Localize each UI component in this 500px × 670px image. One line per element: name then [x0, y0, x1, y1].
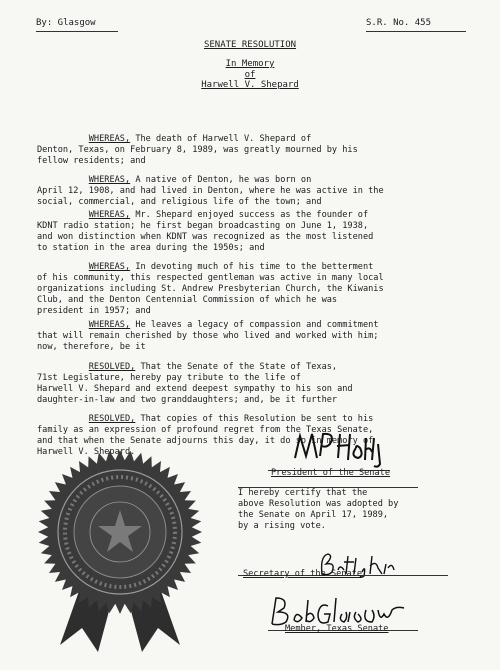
- paragraph-first-line: Mr. Shepard enjoyed success as the founder of: [130, 210, 369, 220]
- member-label: Member, Texas Senate: [285, 624, 389, 634]
- paragraph-first-line: He leaves a legacy of compassion and commitment: [130, 320, 379, 330]
- header-rule-right: [366, 31, 466, 32]
- paragraph-body: family as an expression of profound regret from the Texas Senate, and that when the Senate adjourns this day, it do so in memory of Harwell V. Shepard.: [37, 425, 374, 457]
- paragraph-lead: WHEREAS,: [88, 320, 131, 330]
- president-label: President of the Senate: [271, 468, 390, 478]
- resolution-number: S.R. No. 455: [366, 18, 432, 28]
- paragraph-body: of his community, this respected gentleman was active in many local organizations including St. Andrew Presbyterian Church, the Kiwanis Club, and the Denton Centennial Commission of which he was president in 1957; and: [37, 273, 384, 316]
- paragraph-first-line: A native of Denton, he was born on: [130, 175, 312, 185]
- secretary-label: Secretary of the Senate: [243, 569, 362, 579]
- paragraph-body: KDNT radio station; he first began broadcasting on June 1, 1938, and won distinction when KDNT was recognized as the most listened to station in the area during the 1950s; and: [37, 221, 374, 253]
- memorial-heading: [0, 59, 500, 91]
- paragraph-first-line: That copies of this Resolution be sent to his: [135, 414, 374, 424]
- paragraph-lead: WHEREAS,: [88, 210, 131, 220]
- senate-seal-icon: [20, 440, 220, 660]
- memorial-line-1: In Memory: [225, 59, 275, 69]
- paragraph-lead: WHEREAS,: [88, 262, 131, 272]
- memorial-line-2: of: [244, 69, 256, 80]
- paragraph-body: Denton, Texas, on February 8, 1989, was greatly mourned by his fellow residents; and: [37, 145, 358, 166]
- paragraph-body: April 12, 1908, and had lived in Denton, where he was active in the social, commercial, and religious life of the town; and: [37, 186, 384, 207]
- paragraph-lead: RESOLVED,: [88, 362, 136, 372]
- paragraph-lead: WHEREAS,: [88, 175, 131, 185]
- sponsor-label: By: Glasgow: [36, 18, 96, 28]
- paragraph-first-line: That the Senate of the State of Texas,: [135, 362, 338, 372]
- paragraph-body: that will remain cherished by those who lived and worked with him; now, therefore, be it: [37, 331, 379, 352]
- paragraph-body: 71st Legislature, hereby pay tribute to the life of Harwell V. Shepard and extend deepest sympathy to his son and daughter-in-law and two granddaughters; and, be it further: [37, 373, 353, 405]
- paragraph-first-line: In devoting much of his time to the betterment: [130, 262, 374, 272]
- memorial-line-3: Harwell V. Shepard: [201, 80, 299, 90]
- header-rule-left: [36, 31, 118, 32]
- paragraph-lead: WHEREAS,: [88, 134, 131, 144]
- document-title: SENATE RESOLUTION: [203, 40, 297, 50]
- certification-text: I hereby certify that the above Resolution was adopted by the Senate on April 17, 1989, by a rising vote.: [238, 488, 399, 531]
- paragraph-lead: RESOLVED,: [88, 414, 136, 424]
- president-signature: [290, 428, 385, 468]
- paragraph-first-line: The death of Harwell V. Shepard of: [130, 134, 312, 144]
